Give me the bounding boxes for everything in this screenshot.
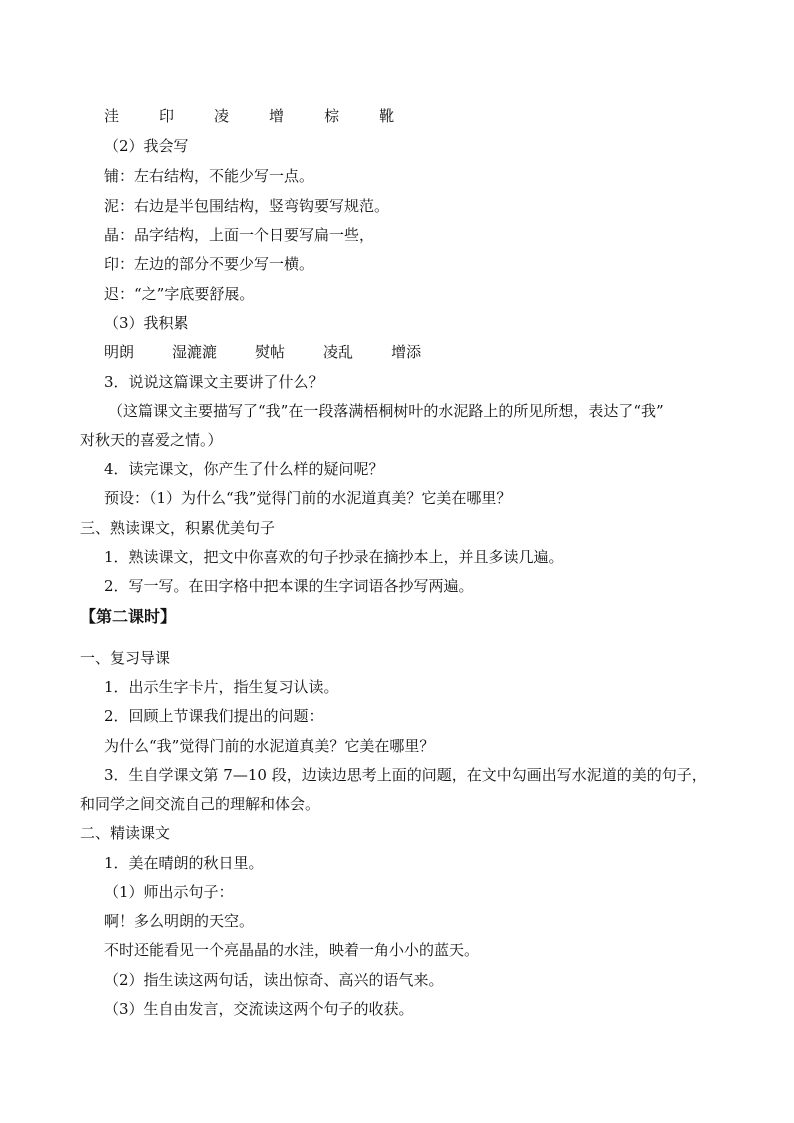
character: 增	[269, 107, 285, 125]
section-3-item: 2．写一写。在田字格中把本课的生字词语各抄写两遍。	[104, 577, 474, 595]
question-3-answer-cont: 对秋天的喜爱之情。）	[80, 431, 223, 449]
review-item-3: 3．生自学课文第 7—10 段，边读边思考上面的问题，在文中勾画出写水泥道的美的句子，	[104, 766, 707, 784]
word: 明朗	[104, 343, 135, 361]
write-item: 迟：“之”字底要舒展。	[104, 285, 255, 303]
question-4-preset: 预设：（1）为什么“我”觉得门前的水泥道真美？它美在哪里？	[104, 489, 512, 507]
character: 凌	[214, 107, 230, 125]
write-item: 晶：品字结构，上面一个日要写扁一些，	[104, 226, 375, 244]
word: 凌乱	[323, 343, 354, 361]
review-item-3-cont: 和同学之间交流自己的理解和体会。	[80, 795, 321, 813]
question-3-answer: （这篇课文主要描写了“我”在一段落满梧桐树叶的水泥路上的所见所想，表达了“我”	[108, 402, 664, 420]
character: 印	[159, 107, 175, 125]
sentence: 啊！多么明朗的天空。	[104, 912, 255, 930]
word: 湿漉漉	[172, 343, 218, 361]
accumulate-heading: （3）我积累	[104, 314, 189, 332]
question-4: 4．读完课文，你产生了什么样的疑问呢？	[104, 460, 384, 478]
review-title: 一、复习导课	[80, 649, 171, 667]
sentence: 不时还能看见一个亮晶晶的水洼，映着一角小小的蓝天。	[104, 941, 480, 959]
write-heading: （2）我会写	[104, 137, 189, 155]
lesson-2-title: 【第二课时】	[80, 607, 177, 626]
review-item: 1．出示生字卡片，指生复习认读。	[104, 678, 339, 696]
review-item: 2．回顾上节课我们提出的问题：	[104, 707, 324, 725]
close-reading-sub: （3）生自由发言，交流读这两个句子的收获。	[104, 1000, 414, 1018]
review-question: 为什么“我”觉得门前的水泥道真美？它美在哪里？	[104, 737, 435, 755]
character: 棕	[324, 107, 340, 125]
word: 增添	[391, 343, 422, 361]
character: 靴	[379, 107, 395, 125]
character: 洼	[104, 107, 120, 125]
write-item: 铺：左右结构，不能少写一点。	[104, 167, 315, 185]
close-reading-sub: （1）师出示句子：	[104, 883, 234, 901]
question-3: 3．说说这篇课文主要讲了什么？	[104, 373, 324, 391]
close-reading-sub: （2）指生读这两句话，读出惊奇、高兴的语气来。	[104, 971, 444, 989]
write-item: 印：左边的部分不要少写一横。	[104, 255, 315, 273]
words-row	[104, 342, 459, 362]
section-3-item: 1．熟读课文，把文中你喜欢的句子抄录在摘抄本上，并且多读几遍。	[104, 548, 564, 566]
close-reading-item: 1．美在晴朗的秋日里。	[104, 854, 264, 872]
write-item: 泥：右边是半包围结构，竖弯钩要写规范。	[104, 197, 390, 215]
recognize-characters-row	[104, 106, 434, 126]
word: 熨帖	[255, 343, 286, 361]
close-reading-title: 二、精读课文	[80, 824, 171, 842]
section-3-title: 三、熟读课文，积累优美句子	[80, 519, 276, 537]
